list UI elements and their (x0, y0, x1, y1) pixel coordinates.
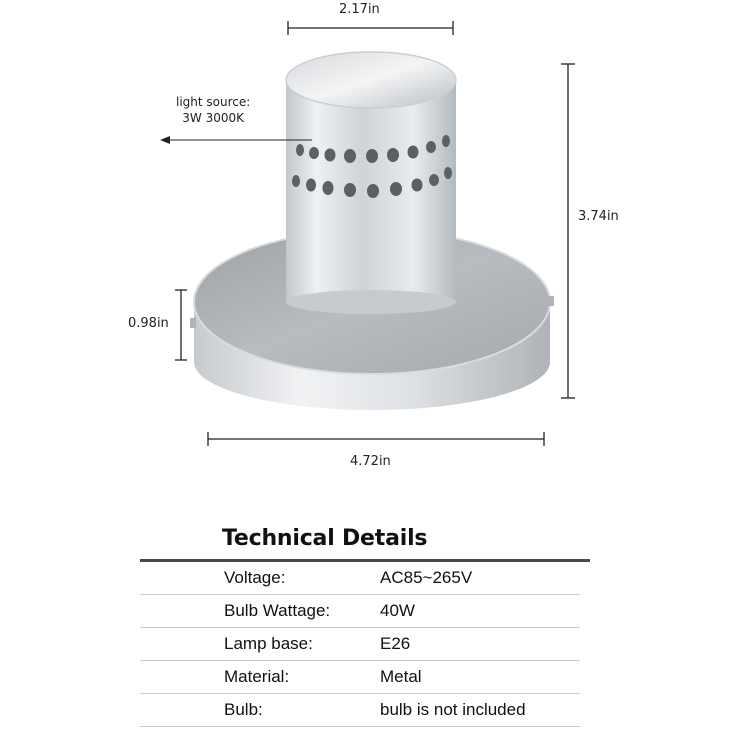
base-screw-right (548, 296, 554, 306)
spec-key: Lamp base: (224, 634, 313, 653)
dimension-base-height (175, 290, 187, 360)
dimension-top-width (288, 21, 453, 35)
spec-row-voltage (140, 562, 580, 595)
spec-row-lamp-base (140, 628, 580, 661)
spec-key: Bulb Wattage: (224, 601, 331, 620)
spec-key: Voltage: (224, 568, 286, 587)
dimension-total-height (561, 64, 575, 398)
base-screw-left (190, 318, 196, 328)
spec-row-bulb (140, 694, 580, 727)
top-width-label: 2.17in (339, 2, 380, 17)
base-diameter-label: 4.72in (350, 454, 391, 469)
cylinder-top-cap (286, 52, 456, 108)
spec-value: bulb is not included (380, 700, 526, 719)
technical-details-title: Technical Details (222, 526, 428, 551)
spec-value: AC85~265V (380, 568, 473, 587)
light-source-callout (176, 94, 250, 126)
spec-key: Material: (224, 667, 290, 686)
spec-value: Metal (380, 667, 422, 686)
cylinder-bottom-rim (286, 290, 456, 314)
spec-value: 40W (380, 601, 415, 620)
spec-row-material (140, 661, 580, 694)
spec-key: Bulb: (224, 700, 263, 719)
callout-line-1: light source: (176, 95, 251, 109)
spec-value: E26 (380, 634, 411, 653)
callout-line-2: 3W 3000K (182, 111, 245, 125)
base-height-label: 0.98in (128, 316, 169, 331)
total-height-label: 3.74in (578, 209, 619, 224)
spec-row-bulb-wattage (140, 595, 580, 628)
dimension-base-diameter (208, 432, 544, 446)
